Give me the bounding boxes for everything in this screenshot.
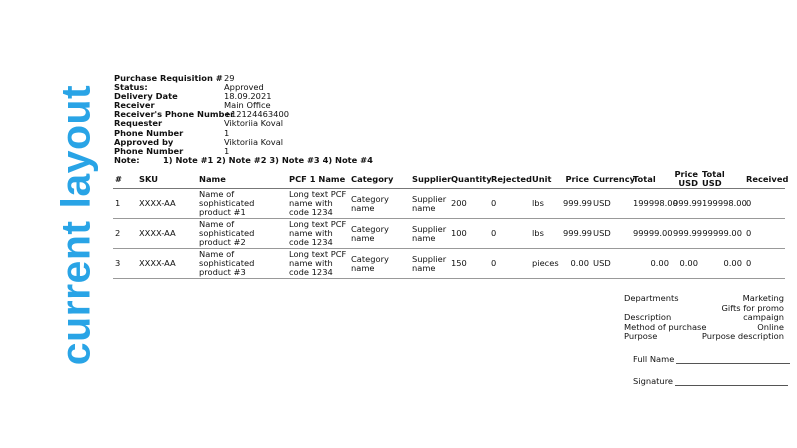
column-header: # xyxy=(113,170,137,189)
table-cell: 0 xyxy=(489,189,530,219)
table-cell: Category name xyxy=(349,189,410,219)
table-cell: 1 xyxy=(113,189,137,219)
column-header: Quantity xyxy=(449,170,489,189)
table-row xyxy=(113,249,785,279)
table-cell: Category name xyxy=(349,249,410,279)
requisition-header xyxy=(114,74,373,165)
table-cell: 0 xyxy=(744,249,785,279)
table-cell: lbs xyxy=(530,189,561,219)
table-row xyxy=(113,219,785,249)
table-cell: Supplier name xyxy=(410,219,449,249)
column-header: Received xyxy=(744,170,785,189)
signature-label: Signature xyxy=(633,376,674,386)
column-header: Name xyxy=(197,170,287,189)
header-value: Main Office xyxy=(224,100,271,111)
table-cell: Name of sophisticated product #1 xyxy=(197,189,287,219)
header-label: Approved by xyxy=(114,136,174,147)
table-cell: 150 xyxy=(449,249,489,279)
header-label: Status: xyxy=(114,82,148,93)
table-cell: Long text PCF name with code 1234 xyxy=(287,249,349,279)
table-cell: Long text PCF name with code 1234 xyxy=(287,219,349,249)
column-header: Rejected xyxy=(489,170,530,189)
table-cell: 2 xyxy=(113,219,137,249)
table-cell: 99999.00 xyxy=(700,219,744,249)
header-label: Receiver xyxy=(114,100,155,111)
table-cell: 999.99 xyxy=(561,189,591,219)
header-value: Viktoriia Koval xyxy=(224,118,284,129)
table-cell: 999.99 xyxy=(561,219,591,249)
header-value: Viktoriia Koval xyxy=(224,136,284,147)
method-label: Method of purchase xyxy=(624,321,707,332)
table-cell: lbs xyxy=(530,219,561,249)
departments-label: Departments xyxy=(624,293,679,303)
table-cell: Supplier name xyxy=(410,249,449,279)
table-cell: 99999.00 xyxy=(631,219,671,249)
note-value: 1) Note #1 2) Note #2 3) Note #3 4) Note #4 xyxy=(163,154,373,165)
full-name-line xyxy=(676,355,790,364)
table-cell: Category name xyxy=(349,219,410,249)
table-cell: 999.99 xyxy=(671,219,700,249)
side-label xyxy=(0,0,108,448)
column-header: Price xyxy=(561,170,591,189)
column-header: SKU xyxy=(137,170,197,189)
header-label: Delivery Date xyxy=(114,91,178,102)
table-cell: 0 xyxy=(744,219,785,249)
purpose-value: Purpose description xyxy=(701,331,784,341)
header-label: Receiver's Phone Number xyxy=(114,109,235,120)
header-label: Purchase Requisition # xyxy=(114,73,223,83)
method-value: Online xyxy=(757,321,784,332)
table-cell: 100 xyxy=(449,219,489,249)
column-header: Total USD xyxy=(700,170,744,189)
table-cell: XXXX-AA xyxy=(137,249,197,279)
note-row xyxy=(114,156,373,165)
full-name-field xyxy=(633,354,790,364)
signature-line xyxy=(675,377,788,386)
signature-field xyxy=(633,376,788,386)
table-cell: Name of sophisticated product #2 xyxy=(197,219,287,249)
table-cell: Long text PCF name with code 1234 xyxy=(287,189,349,219)
column-header: Currency xyxy=(591,170,631,189)
column-header: Supplier xyxy=(410,170,449,189)
full-name-label: Full Name xyxy=(633,354,675,364)
table-cell: USD xyxy=(591,219,631,249)
table-cell: 199998.00 xyxy=(631,189,671,219)
table-cell: XXXX-AA xyxy=(137,219,197,249)
header-value: 29 xyxy=(224,73,235,83)
table-cell: USD xyxy=(591,249,631,279)
table-cell: USD xyxy=(591,189,631,219)
table-cell: Supplier name xyxy=(410,189,449,219)
table-cell: 0 xyxy=(744,189,785,219)
description-label: Description xyxy=(624,312,672,322)
table-cell: Name of sophisticated product #3 xyxy=(197,249,287,279)
table-cell: 0.00 xyxy=(700,249,744,279)
table-row xyxy=(113,189,785,219)
column-header: PCF 1 Name xyxy=(287,170,349,189)
header-label: Phone Number xyxy=(114,145,184,156)
column-header: Price USD xyxy=(671,170,700,189)
note-label: Note: xyxy=(114,154,140,165)
items-table xyxy=(113,169,789,279)
current-layout-label: current layout xyxy=(52,84,99,366)
header-value: Approved xyxy=(224,82,264,93)
table-cell: 0.00 xyxy=(671,249,700,279)
table-header-row xyxy=(113,170,785,189)
table-cell: 199998.00 xyxy=(700,189,744,219)
summary-block xyxy=(624,294,784,342)
departments-value: Marketing xyxy=(742,293,784,303)
column-header: Total xyxy=(631,170,671,189)
header-value: 1 xyxy=(224,127,230,138)
table-cell: 0 xyxy=(489,249,530,279)
table-cell: 0 xyxy=(489,219,530,249)
column-header: Unit xyxy=(530,170,561,189)
header-value: 1 xyxy=(224,145,230,156)
purpose-label: Purpose xyxy=(624,331,658,341)
table-cell: 3 xyxy=(113,249,137,279)
table-cell: 200 xyxy=(449,189,489,219)
table-cell: 0.00 xyxy=(631,249,671,279)
table-cell: pieces xyxy=(530,249,561,279)
description-value-line1: Gifts for promo xyxy=(721,302,784,313)
header-value: +12124463400 xyxy=(224,109,290,120)
column-header: Category xyxy=(349,170,410,189)
description-value-line2: campaign xyxy=(743,312,784,322)
header-label: Requester xyxy=(114,118,163,129)
table-cell: 999.99 xyxy=(671,189,700,219)
table-cell: 0.00 xyxy=(561,249,591,279)
header-value: 18.09.2021 xyxy=(224,91,272,102)
table-cell: XXXX-AA xyxy=(137,189,197,219)
header-label: Phone Number xyxy=(114,127,184,138)
